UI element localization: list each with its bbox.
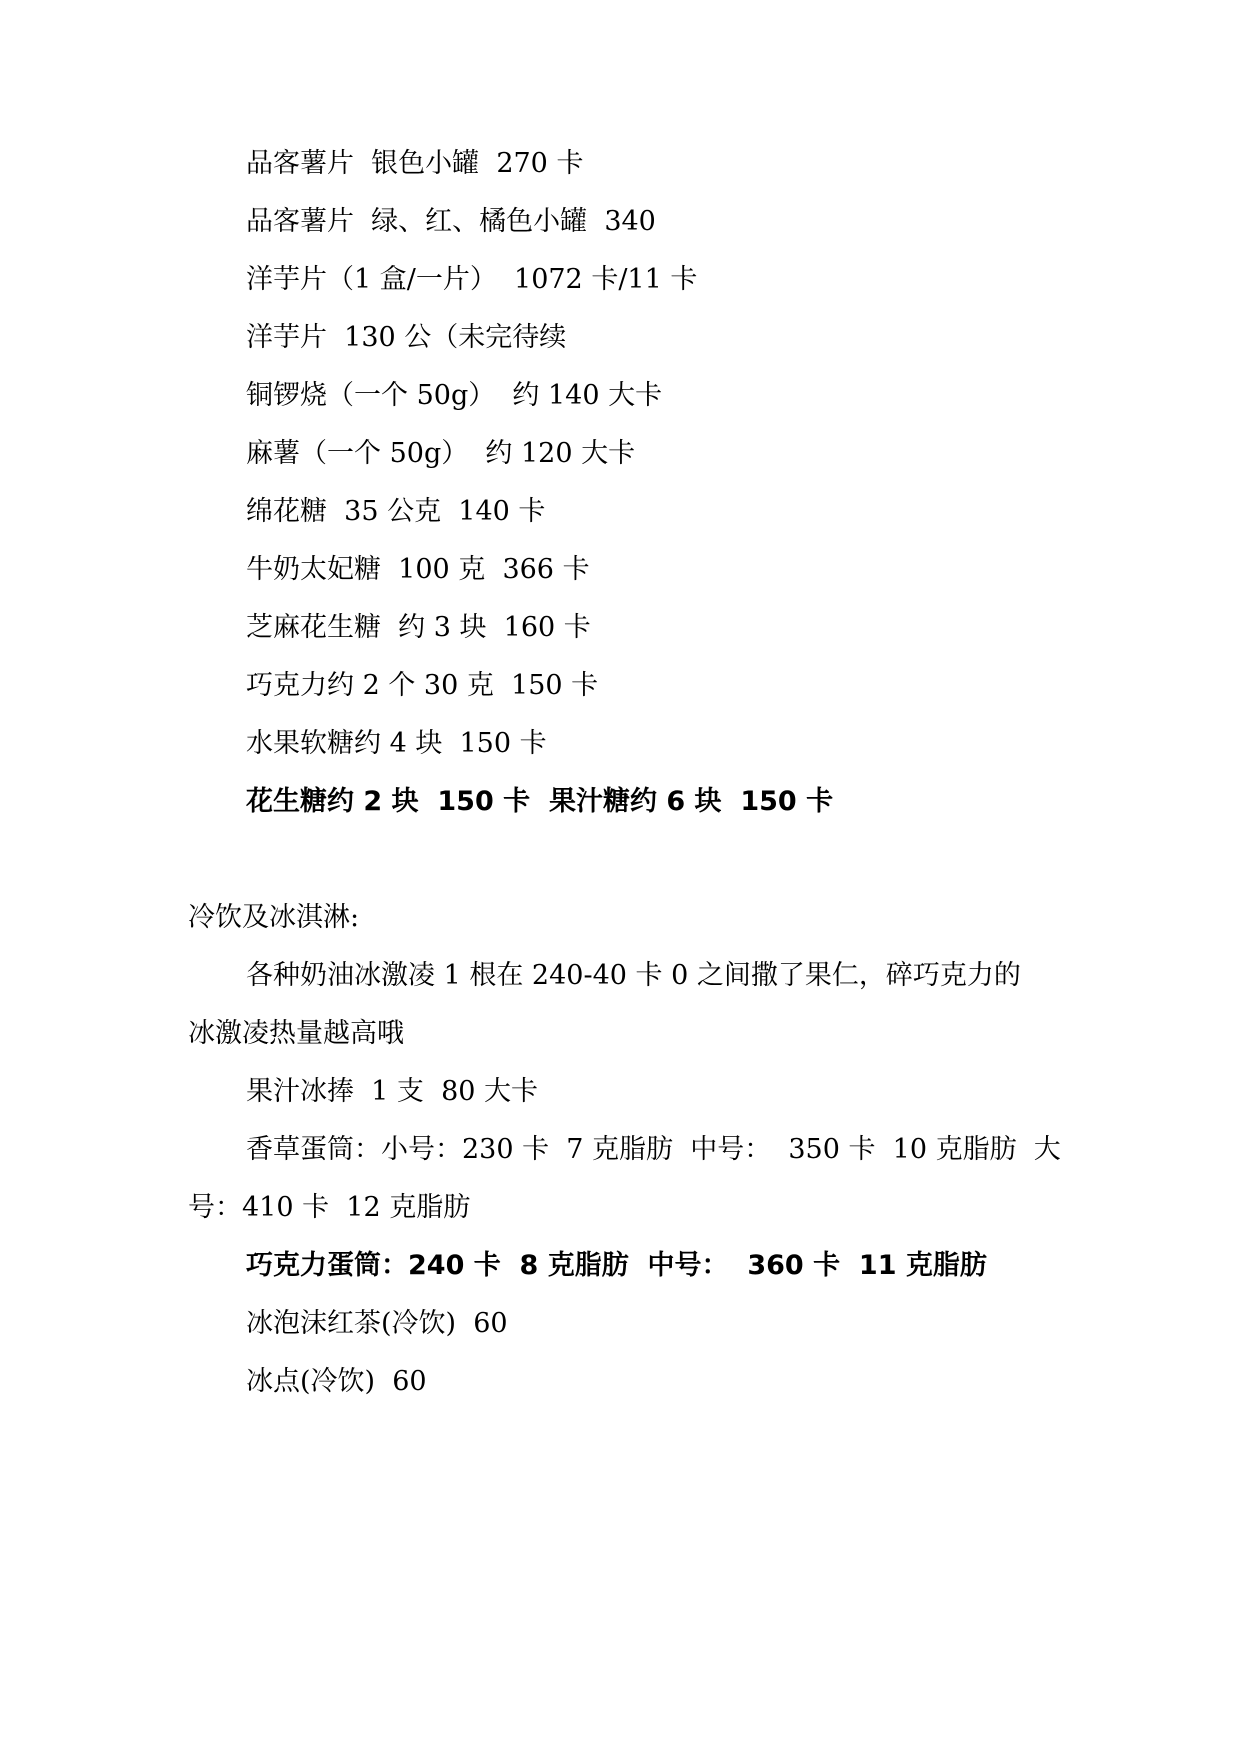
text-line: 洋芋片 130 公（未完待续 bbox=[246, 322, 567, 353]
text-line: 果汁冰捧 1 支 80 大卡 bbox=[246, 1076, 539, 1107]
text-line: 冰点(冷饮) 60 bbox=[246, 1366, 427, 1397]
text-line: 铜锣烧（一个 50g） 约 140 大卡 bbox=[246, 380, 663, 411]
text-line: 冰泡沫红茶(冷饮) 60 bbox=[246, 1308, 508, 1339]
text-line: 冰激凌热量越高哦 bbox=[188, 1018, 404, 1049]
text-line: 麻薯（一个 50g） 约 120 大卡 bbox=[246, 438, 636, 469]
text-line: 号：410 卡 12 克脂肪 bbox=[188, 1192, 471, 1223]
text-line: 品客薯片 银色小罐 270 卡 bbox=[246, 148, 584, 179]
text-line: 巧克力约 2 个 30 克 150 卡 bbox=[246, 670, 599, 701]
text-line: 香草蛋筒：小号：230 卡 7 克脂肪 中号： 350 卡 10 克脂肪 大 bbox=[246, 1134, 1061, 1165]
text-line: 洋芋片（1 盒/一片） 1072 卡/11 卡 bbox=[246, 264, 698, 295]
text-line-bold: 花生糖约 2 块 150 卡 果汁糖约 6 块 150 卡 bbox=[246, 786, 834, 817]
text-line: 牛奶太妃糖 100 克 366 卡 bbox=[246, 554, 590, 585]
text-line: 各种奶油冰激凌 1 根在 240-40 卡 0 之间撒了果仁，碎巧克力的 bbox=[246, 960, 1021, 991]
text-line: 品客薯片 绿、红、橘色小罐 340 bbox=[246, 206, 656, 237]
section-heading: 冷饮及冰淇淋: bbox=[188, 902, 360, 933]
text-line: 绵花糖 35 公克 140 卡 bbox=[246, 496, 546, 527]
text-line-bold: 巧克力蛋筒：240 卡 8 克脂肪 中号： 360 卡 11 克脂肪 bbox=[246, 1250, 987, 1281]
text-line: 水果软糖约 4 块 150 卡 bbox=[246, 728, 547, 759]
text-line: 芝麻花生糖 约 3 块 160 卡 bbox=[246, 612, 591, 643]
